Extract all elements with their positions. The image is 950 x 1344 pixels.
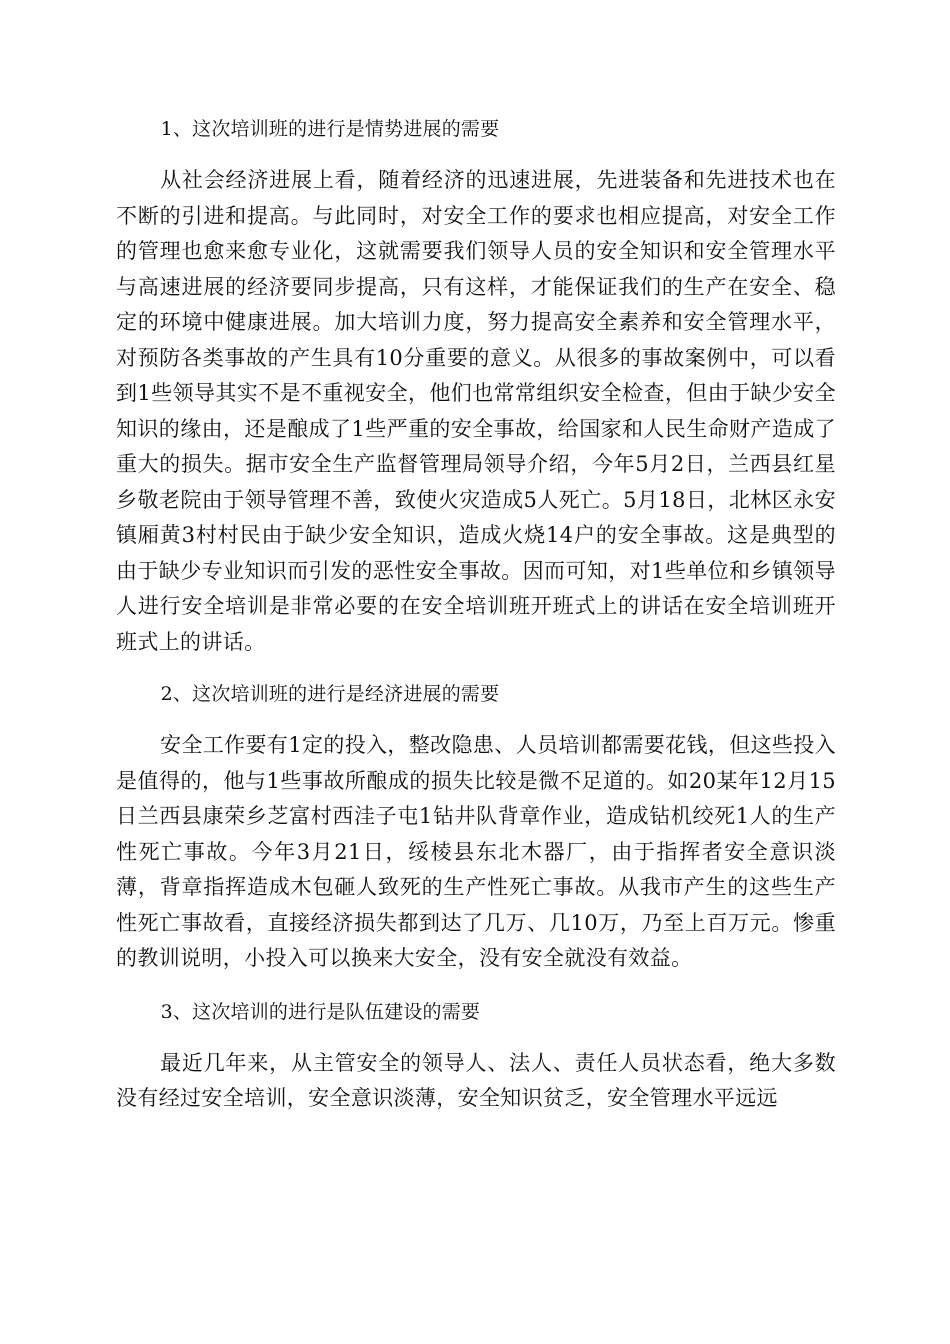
section-2-heading: 2、这次培训班的进行是经济进展的需要: [160, 683, 500, 705]
section-3-paragraph: 最近几年来，从主管安全的领导人、法人、责任人员状态看，绝大多数没有经过安全培训，安全意识淡薄，安全知识贫乏，安全管理水平远远: [116, 1050, 836, 1110]
section-3-heading: 3、这次培训的进行是队伍建设的需要: [160, 1000, 481, 1023]
section-2-paragraph: 安全工作要有1定的投入，整改隐患、人员培训都需要花钱，但这些投入是值得的，他与1些事故所酿成的损失比较是微不足道的。如20某年12月15日兰西县康荣乡芝富村西洼子屯1钻井队背章作业，造成钻机绞死1人的生产性死亡事故。今年3月21日，绥棱县东北木器厂，由于指挥者安全意识淡薄，背章指挥造成木包砸人致死的生产性死亡事故。从我市产生的这些生产性死亡事故看，直接经济损失都到达了几万、几10万，乃至上百万元。惨重的教训说明，小投入可以换来大安全，没有安全就没有效益。: [116, 733, 836, 970]
section-1-heading: 1、这次培训班的进行是情势进展的需要: [160, 118, 500, 140]
document-body: [116, 112, 836, 1134]
section-1-paragraph: 从社会经济进展上看，随着经济的迅速进展，先进装备和先进技术也在不断的引进和提高。与此同时，对安全工作的要求也相应提高，对安全工作的管理也愈来愈专业化，这就需要我们领导人员的安全知识和安全管理水平与高速进展的经济要同步提高，只有这样，才能保证我们的生产在安全、稳定的环境中健康进展。加大培训力度，努力提高安全素养和安全管理水平，对预防各类事故的产生具有10分重要的意义。从很多的事故案例中，可以看到1些领导其实不是不重视安全，他们也常常组织安全检查，但由于缺少安全知识的缘由，还是酿成了1些严重的安全事故，给国家和人民生命财产造成了重大的损失。据市安全生产监督管理局领导介绍，今年5月2日，兰西县红星乡敬老院由于领导管理不善，致使火灾造成5人死亡。5月18日，北林区永安镇厢黄3村村民由于缺少安全知识，造成火烧14户的安全事故。这是典型的由于缺少专业知识而引发的恶性安全事故。因而可知，对1些单位和乡镇领导人进行安全培训是非常必要的在安全培训班开班式上的讲话在安全培训班开班式上的讲话。: [116, 168, 836, 654]
